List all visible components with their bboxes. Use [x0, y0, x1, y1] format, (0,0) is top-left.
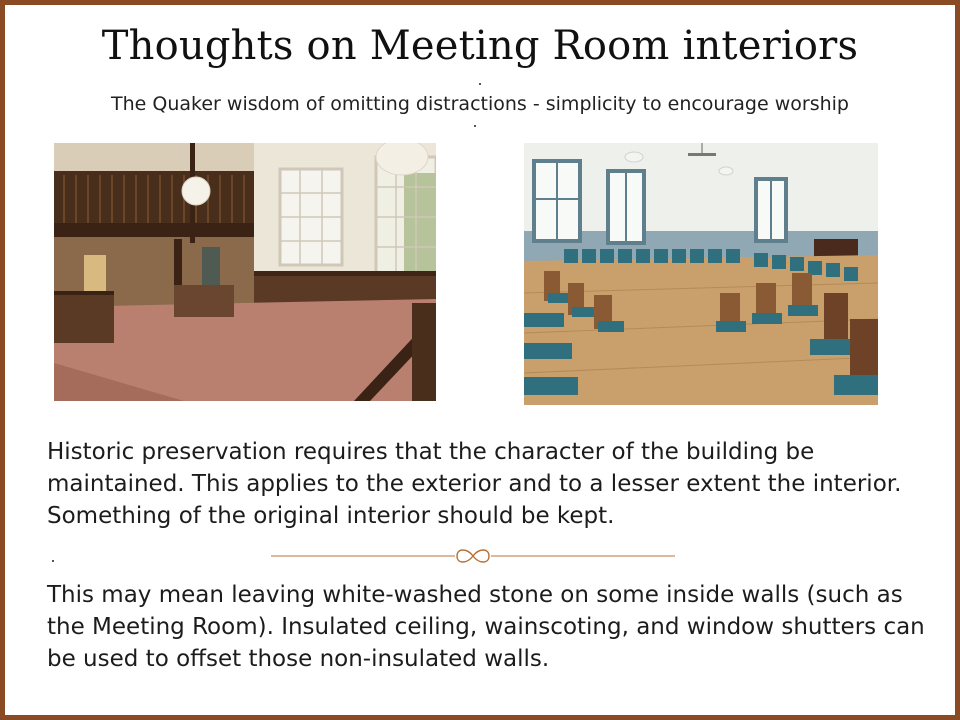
historic-meeting-room-photo: [54, 143, 436, 401]
slide-subtitle: The Quaker wisdom of omitting distractions - simplicity to encourage worship: [111, 93, 849, 115]
preservation-paragraph: Historic preservation requires that the character of the building be maintained. This applies to the exterior and to a lesser extent the interior. Something of the original interior should be kept.: [47, 439, 902, 529]
modern-meeting-room-photo: [524, 143, 878, 405]
decorative-dot: [52, 560, 54, 562]
slide-title: Thoughts on Meeting Room interiors: [101, 23, 859, 69]
infinity-ornament-icon: [455, 547, 491, 565]
decorative-dot: [474, 125, 476, 127]
decorative-dot: [479, 83, 481, 85]
insulation-paragraph: This may mean leaving white-washed stone on some inside walls (such as the Meeting Room). Insulated ceiling, wainscoting, and window shutters can be used to offset those non-insulated walls.: [47, 582, 925, 672]
section-divider: [271, 543, 675, 569]
